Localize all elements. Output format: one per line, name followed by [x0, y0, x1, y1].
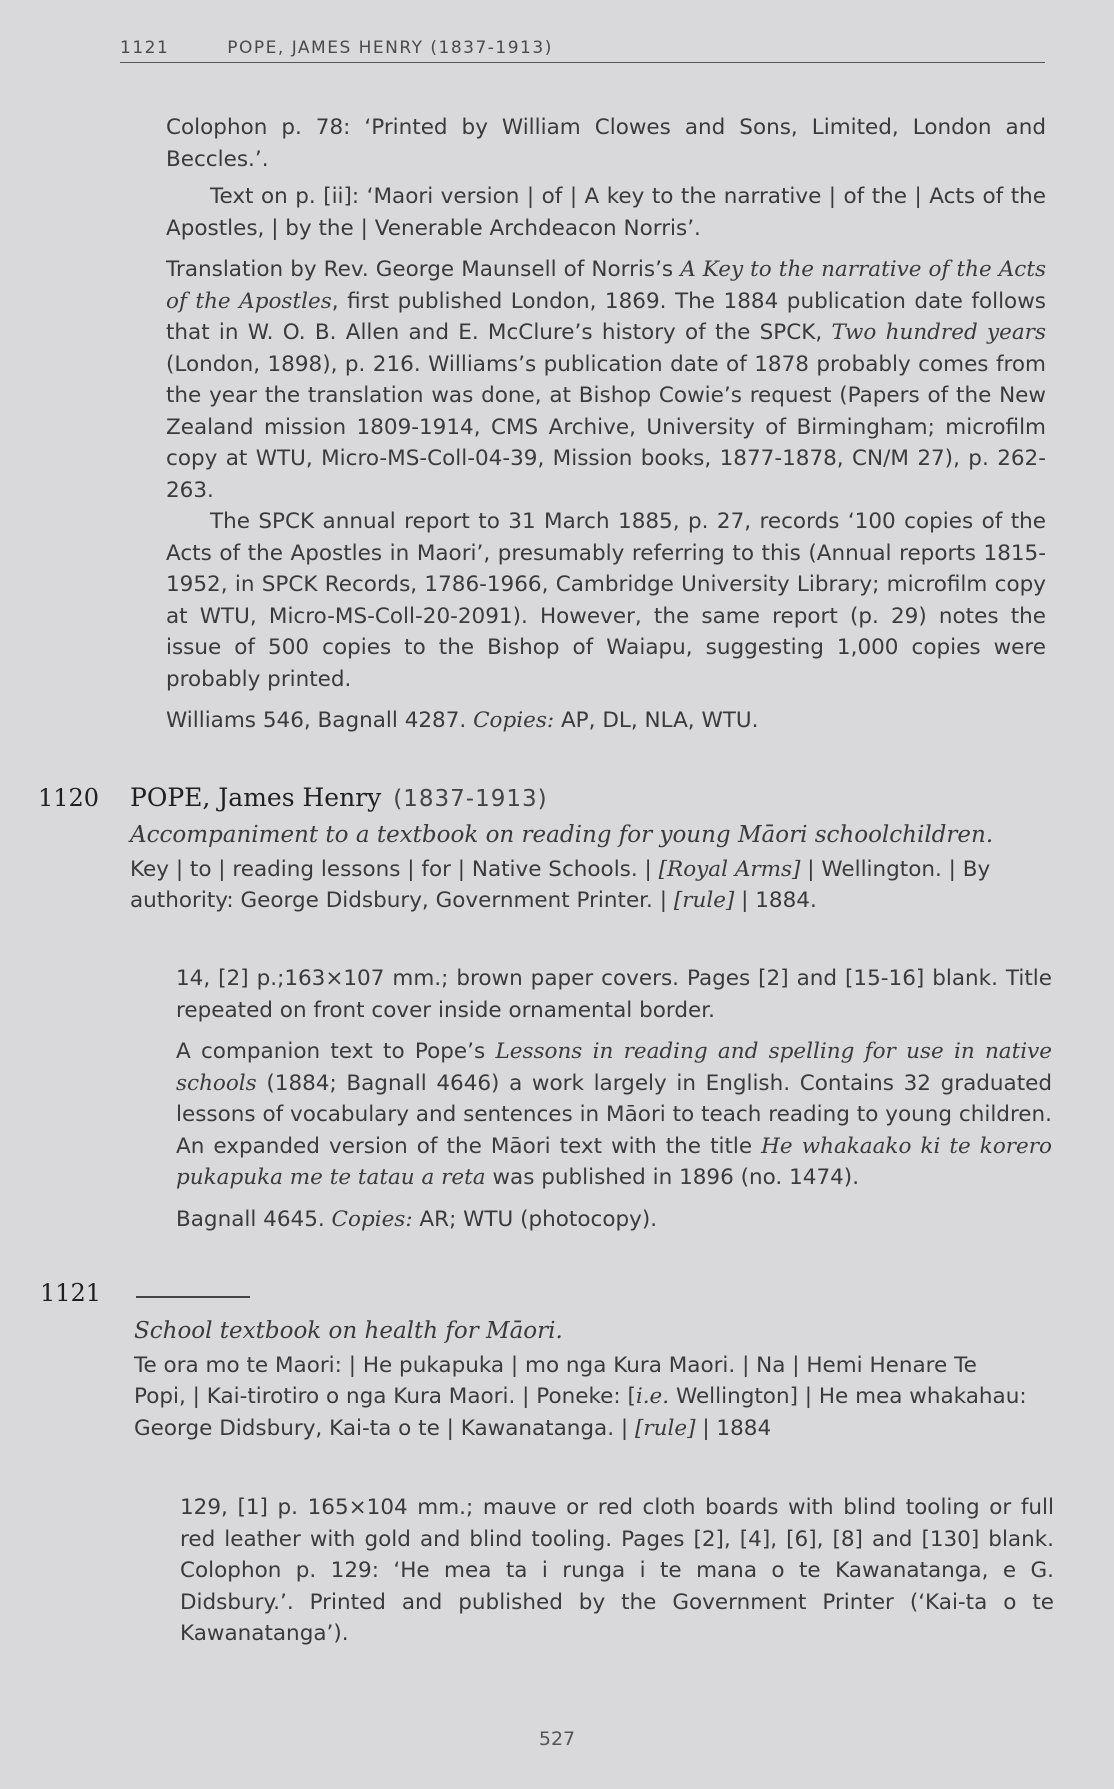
entry-1120-collation: 14, [2] p.;163×107 mm.; brown paper covers. Pages [2] and [15-16] blank. Title repeated on front cover inside ornamental border. [176, 966, 1052, 1023]
references-paragraph [166, 705, 1046, 737]
entry-1121-title-text-1: Te ora mo te Maori: | He pukapuka | mo nga Kura Maori. | Na | Hemi Henare Te Popi, | Kai-tirotiro o nga Kura Maori. | Poneke: [ [134, 1352, 977, 1409]
translation-text-1: Translation by Rev. George Maunsell of Norris’s [166, 257, 681, 282]
entry-heading-1120 [130, 783, 548, 812]
entry-number-1120: 1120 [38, 784, 100, 812]
entry-1120-notes [176, 963, 1052, 1235]
translation-text-3: (London, 1898), p. 216. Williams’s publication date of 1878 probably comes from the year the translation was done, at Bishop Cowie’s request (Papers of the New Zealand mission 1809-1914, CMS Archive, University of Birmingham; microfilm copy at WTU, Micro-MS-Coll-04-39, Mission books, 1877-1878, CN/M 27), p. 262-263. [166, 351, 1046, 503]
copies-label: Copies: [473, 708, 555, 733]
entry-author-dates: (1837-1913) [393, 786, 548, 812]
entry-1120-title-text-2: | Wellington. | By authority: George Didsbury, Government Printer. | [130, 856, 991, 913]
page-folio: 527 [538, 1728, 576, 1750]
entry-1120-title-text-1: Key | to | reading lessons | for | Native Schools. | [130, 856, 659, 882]
translation-paragraph [166, 254, 1046, 506]
previous-entry-continuation [166, 112, 1046, 737]
entry-1120-references [176, 1204, 1052, 1236]
entry-1120-royal-arms: [Royal Arms] [658, 856, 801, 882]
spck-paragraph: The SPCK annual report to 31 March 1885, p. 27, records ‘100 copies of the Acts of the Apostles in Maori’, presumably referring to this (Annual reports 1815-1952, in SPCK Records, 1786-1966, Cambridge University Library; microfilm copy at WTU, Micro-MS-Coll-20-2091). However, the same report (p. 29) notes the issue of 500 copies to the Bishop of Waiapu, suggesting 1,000 copies were probably printed. [166, 509, 1046, 692]
entry-1121-transcription [134, 1350, 1034, 1445]
entry-1121-notes [180, 1492, 1054, 1650]
entry-1121-collation: 129, [1] p. 165×104 mm.; mauve or red cloth boards with blind tooling or full red leather with gold and blind tooling. Pages [2], [4], [6], [8] and [130] blank. Colophon p. 129: ‘He mea ta i runga i te mana o te Kawanatanga, e G. Didsbury.’. Printed and published by the Government Printer (‘Kai-ta o te Kawanatanga’). [180, 1495, 1054, 1646]
translation-history-title: Two hundred years [831, 320, 1046, 345]
entry-1120-transcription [130, 854, 1030, 917]
running-head [120, 38, 1045, 63]
translation-text-2: , first published London, 1869. The 1884 publication date follows that in W. O. B. Allen and E. McClure’s history of the SPCK, [166, 288, 1046, 345]
entry-1121-ie: i.e. [635, 1384, 670, 1409]
entry-1120-note-text-3: was published in 1896 (no. 1474). [485, 1165, 860, 1190]
author-repeat-dash [136, 1296, 250, 1298]
translation-work-title: A Key to the narrative of the Acts of the Apostles [166, 257, 1047, 314]
entry-1120-note-title-1: Lessons in reading and spelling for use in native schools [176, 1039, 1053, 1096]
entry-1120-note-text-1: A companion text to Pope’s [176, 1039, 496, 1064]
entry-author: POPE, James Henry [130, 783, 382, 812]
text-on-paragraph: Text on p. [ii]: ‘Maori version | of | A key to the narrative | of the | Acts of the Apostles, | by the | Venerable Archdeacon Norris’. [166, 184, 1046, 241]
entry-1120-copies-text: AR; WTU (photocopy). [412, 1206, 658, 1232]
entry-1121-subject: School textbook on health for Māori. [134, 1318, 563, 1344]
entry-1120-refs-text: Bagnall 4645. [176, 1206, 332, 1232]
entry-1120-copies-label: Copies: [331, 1206, 413, 1232]
entry-1120-title-text-3: | 1884. [734, 888, 817, 913]
entry-1121-title-text-3: | 1884 [695, 1415, 772, 1441]
colophon-paragraph: Colophon p. 78: ‘Printed by William Clowes and Sons, Limited, London and Beccles.’. [166, 115, 1046, 172]
entry-number-1121: 1121 [40, 1279, 102, 1307]
entry-1120-note-title-2: He whakaako ki te korero pukapuka me te tatau a reta [176, 1133, 1053, 1190]
copies-text: AP, DL, NLA, WTU. [554, 708, 759, 733]
entry-1121-rule: [rule] [634, 1415, 696, 1441]
entry-1120-rule: [rule] [673, 888, 735, 913]
entry-1121-title-text-2: Wellington] | He mea whakahau: George Didsbury, Kai-ta o te | Kawanatanga. | [134, 1384, 1027, 1441]
entry-1120-subject: Accompaniment to a textbook on reading for young Māori schoolchildren. [130, 822, 994, 848]
entry-1120-note [176, 1036, 1052, 1194]
entry-1120-note-text-2: (1884; Bagnall 4646) a work largely in English. Contains 32 graduated lessons of vocabulary and sentences in Māori to teach reading to young children. An expanded version of the Māori text with the title [176, 1070, 1052, 1159]
references-text: Williams 546, Bagnall 4287. [166, 708, 474, 733]
entry-1121-title-block [134, 1316, 1034, 1444]
running-head-title: POPE, JAMES HENRY (1837-1913) [227, 38, 553, 58]
entry-1120-title-block [130, 820, 1030, 917]
running-head-page-number: 1121 [120, 38, 170, 58]
